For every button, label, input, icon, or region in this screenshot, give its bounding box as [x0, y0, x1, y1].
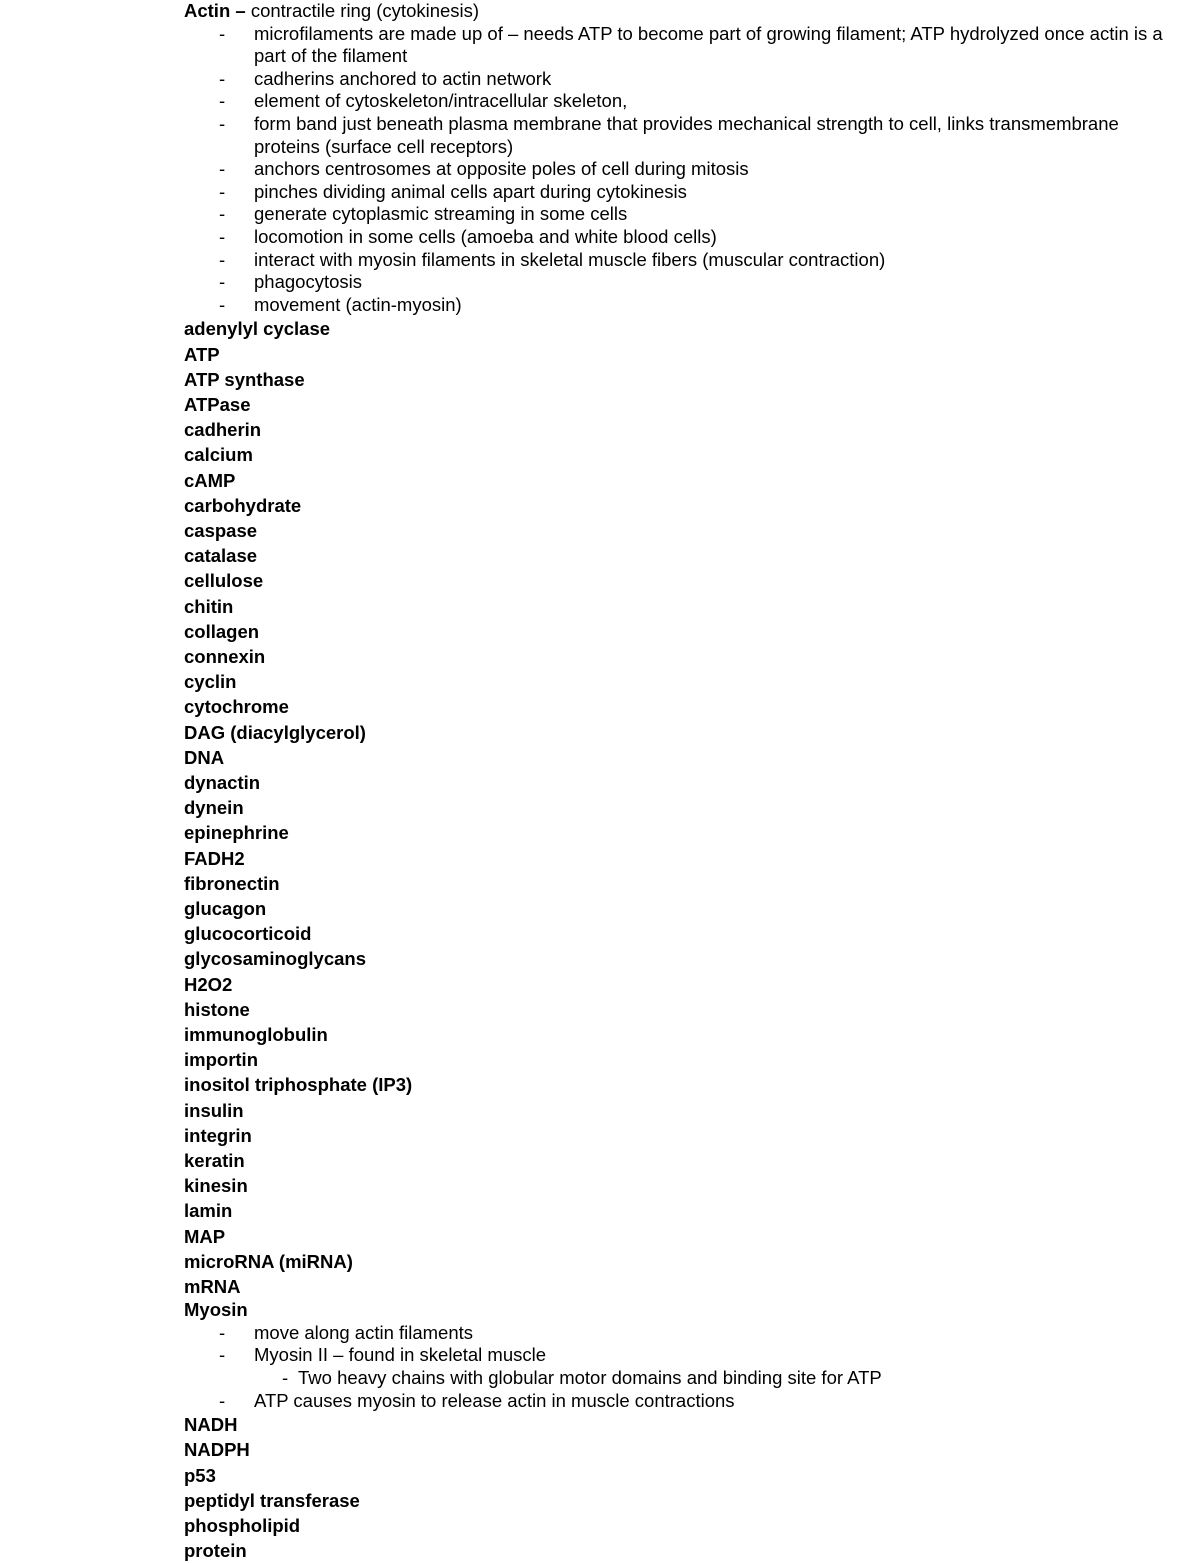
dash-bullet: -	[219, 203, 226, 225]
term: mRNA	[184, 1276, 241, 1298]
nested-list-item: - Two heavy chains with globular motor domains and binding site for ATP	[282, 1367, 882, 1389]
list-item: - pinches dividing animal cells apart during cytokinesis	[219, 180, 687, 202]
dash-bullet: -	[219, 271, 226, 293]
term: importin	[184, 1049, 258, 1071]
dash-bullet: -	[219, 225, 226, 247]
term: MAP	[184, 1225, 226, 1247]
term: immunoglobulin	[184, 1024, 328, 1045]
term: caspase	[184, 519, 258, 541]
dash-bullet: -	[219, 158, 226, 180]
term: H2O2	[184, 973, 233, 995]
dash-bullet: -	[282, 1367, 289, 1389]
term: inositol triphosphate (IP3)	[184, 1074, 413, 1096]
term: catalase	[184, 545, 258, 567]
term: protein	[184, 1540, 247, 1562]
list-item: - anchors centrosomes at opposite poles of cell during mitosis	[219, 158, 749, 180]
term: calcium	[184, 444, 253, 466]
dash-bullet: -	[219, 1389, 226, 1411]
term: DNA	[184, 746, 225, 768]
term: carbohydrate	[184, 494, 302, 516]
list-item: - interact with myosin filaments in skeletal muscle fibers (muscular contraction)	[219, 248, 886, 270]
term: glycosaminoglycans	[184, 948, 366, 970]
actin-heading: Actin –	[184, 0, 246, 21]
list-item: - phagocytosis	[219, 271, 362, 293]
list-item: - movement (actin-myosin)	[219, 293, 462, 315]
term: keratin	[184, 1150, 245, 1172]
term: insulin	[184, 1099, 244, 1121]
list-item: - element of cytoskeleton/intracellular skeleton,	[219, 90, 628, 112]
term: ATPase	[184, 393, 251, 415]
dash-bullet: -	[219, 180, 226, 202]
term: chitin	[184, 595, 234, 617]
list-item: - ATP causes myosin to release actin in muscle contractions	[219, 1389, 735, 1411]
term: dynein	[184, 797, 244, 819]
term: histone	[184, 998, 250, 1020]
term: ATP	[184, 343, 220, 365]
term: cytochrome	[184, 696, 289, 718]
dash-bullet: -	[219, 293, 226, 315]
term: NADPH	[184, 1439, 250, 1461]
term: integrin	[184, 1124, 252, 1146]
term: cyclin	[184, 671, 237, 693]
dash-bullet: -	[219, 1321, 226, 1343]
term: DAG (diacylglycerol)	[184, 721, 366, 743]
term-list-a	[184, 316, 1174, 1299]
term: adenylyl cyclase	[184, 318, 331, 340]
term: fibronectin	[184, 872, 280, 894]
term: FADH2	[184, 847, 245, 869]
actin-description: contractile ring (cytokinesis)	[250, 0, 480, 21]
term: p53	[184, 1464, 216, 1486]
list-item: - generate cytoplasmic streaming in some cells	[219, 203, 628, 225]
dash-bullet: -	[219, 112, 226, 134]
list-item: - locomotion in some cells (amoeba and white blood cells)	[219, 225, 717, 247]
term: phospholipid	[184, 1515, 301, 1537]
term: dynactin	[184, 771, 261, 793]
actin-entry	[184, 0, 1174, 23]
list-item: - microfilaments are made up of – needs ATP to become part of growing filament; ATP hydrolyzed once actin is a part of the filament	[219, 22, 1163, 67]
term: kinesin	[184, 1175, 248, 1197]
document-page	[184, 0, 1174, 1563]
term: lamin	[184, 1200, 233, 1222]
myosin-points	[184, 1322, 1174, 1412]
term: cadherin	[184, 419, 262, 441]
term: peptidyl transferase	[184, 1489, 360, 1511]
term: NADH	[184, 1414, 238, 1436]
term: cellulose	[184, 570, 264, 592]
actin-points	[184, 23, 1174, 317]
term: glucocorticoid	[184, 923, 312, 945]
list-item: - cadherins anchored to actin network	[219, 67, 552, 89]
list-item: - move along actin filaments	[219, 1321, 474, 1343]
dash-bullet: -	[219, 1344, 226, 1366]
term-list-b	[184, 1412, 1174, 1563]
list-item: - Myosin II – found in skeletal muscle	[219, 1344, 547, 1366]
dash-bullet: -	[219, 22, 226, 44]
dash-bullet: -	[219, 67, 226, 89]
term: cAMP	[184, 469, 236, 491]
term: connexin	[184, 645, 266, 667]
term: epinephrine	[184, 822, 289, 844]
dash-bullet: -	[219, 90, 226, 112]
term: collagen	[184, 620, 260, 642]
dash-bullet: -	[219, 248, 226, 270]
term: microRNA (miRNA)	[184, 1250, 353, 1272]
list-item: - form band just beneath plasma membrane that provides mechanical strength to cell, links transmembrane proteins (surface cell receptors)	[219, 112, 1119, 157]
term: glucagon	[184, 897, 267, 919]
term: ATP synthase	[184, 368, 305, 390]
myosin-heading: Myosin	[184, 1299, 248, 1321]
